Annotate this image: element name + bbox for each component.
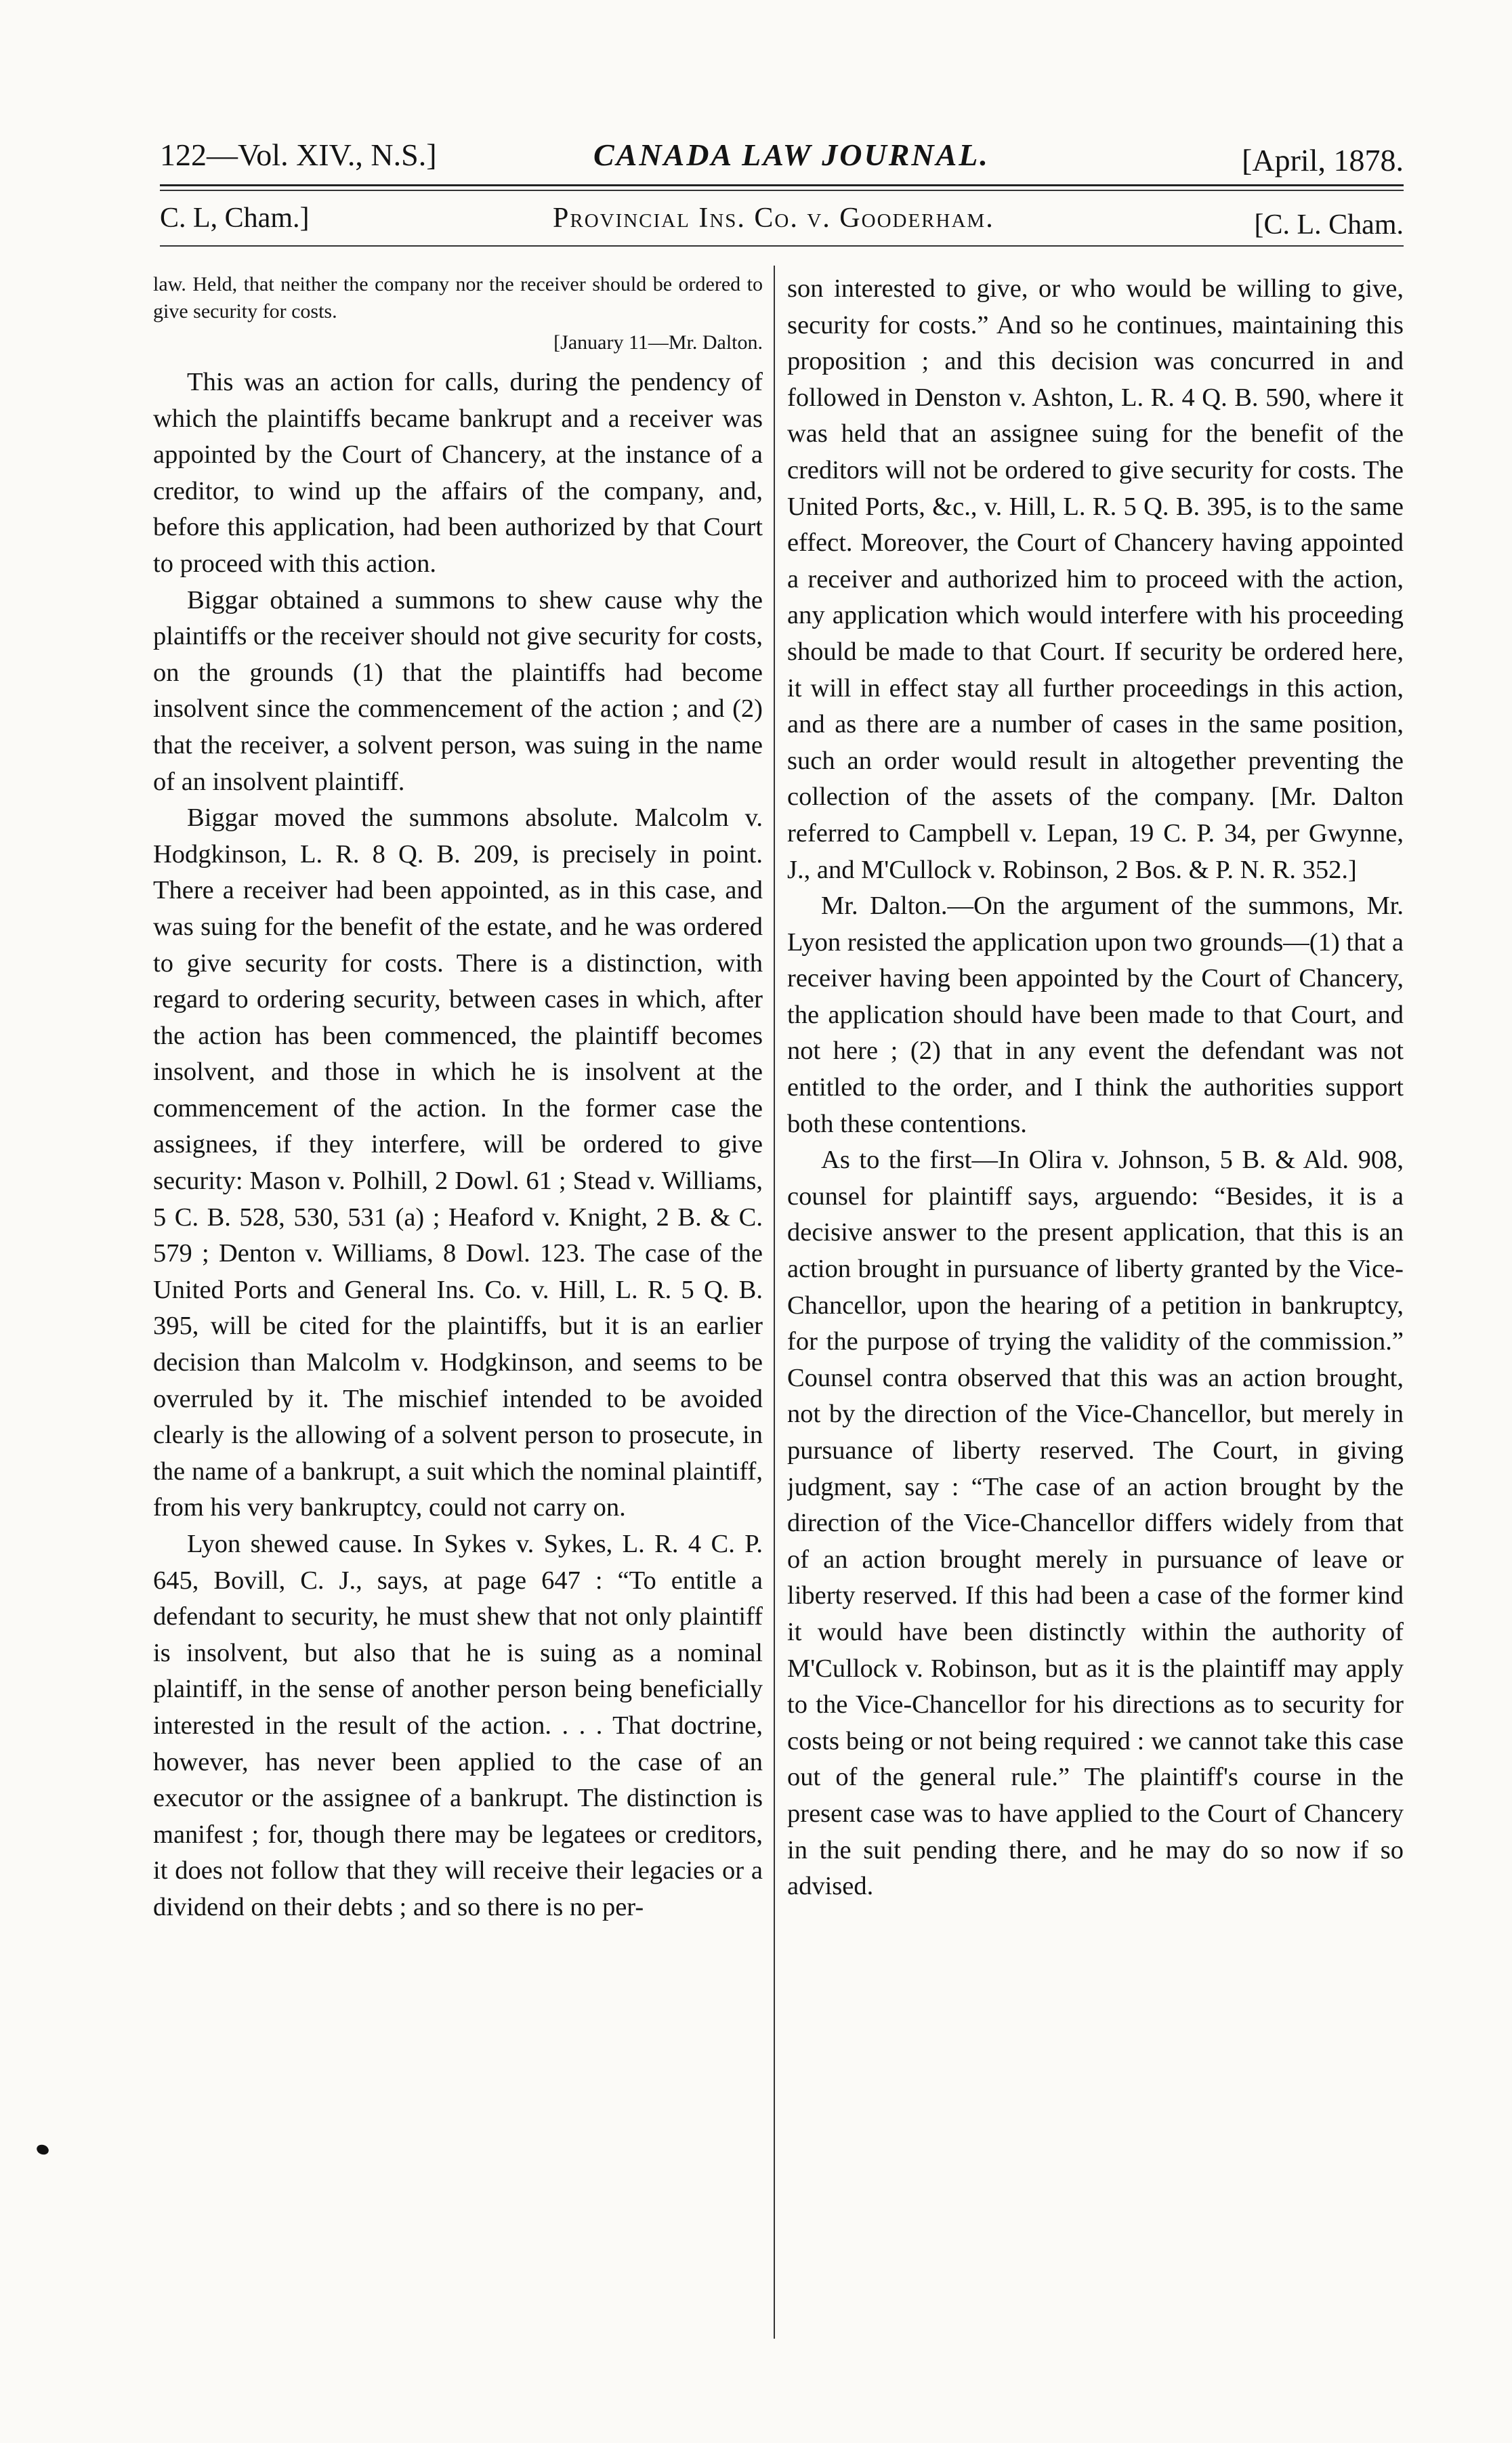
dateline: [January 11—Mr. Dalton. [553,331,763,354]
running-header [160,135,1404,183]
paragraph: As to the first—In Olira v. Johnson, 5 B. & Ald. 908, counsel for plaintiff says, arguendo: “Besides, it is a decisive answer to the present application, that this is an action brought in pursuance of liberty granted by the Vice-Chancellor, upon the hearing of a petition in bankruptcy, for the purpose of trying the validity of the commission.” Counsel contra observed that this was an action brought, not by the direction of the Vice-Chancellor, but merely in pursuance of liberty reserved. The Court, in giving judgment, say : “The case of an action brought by the direction of the Vice-Chancellor differs widely from that of an action brought merely in pursuance of leave or liberty reserved. If this had been a case of the former kind it would have been distinctly within the authority of M'Cullock v. Robinson, but as it is the plaintiff may apply to the Vice-Chancellor for his directions as to security for costs being or not being required : we cannot take this case out of the general rule.” The plaintiff's course in the present case was to have applied to the Court of Chancery in the suit pending there, and he may do so now if so advised. [787,1146,1404,1901]
column-divider [774,266,775,2339]
header-rule-bottom [160,190,1404,191]
paragraph: Biggar obtained a summons to shew cause why the plaintiffs or the receiver should not give security for costs, on the grounds (1) that the plaintiffs had become insolvent since the commencement of the action ; and (2) that the receiver, a solvent person, was suing in the name of an insolvent plaintiff. [153,585,763,796]
paragraph: son interested to give, or who would be willing to give, security for costs.” And so he continues, maintaining this proposition ; and this decision was concurred in and followed in Denston v. Ashton, L. R. 4 Q. B. 590, where it was held that an assignee suing for the benefit of the creditors will not be ordered to give security for costs. The United Ports, &c., v. Hill, L. R. 5 Q. B. 395, is to the same effect. Moreover, the Court of Chancery having appointed a receiver and authorized him to proceed with the action, any application which would interfere with his proceeding should be made to that Court. If security be ordered here, it will in effect stay all further proceedings in this action, and as there are a number of cases in the same position, such an order would result in altogether preventing the collection of the assets of the company. [Mr. Dalton referred to Campbell v. Lepan, 19 C. P. 34, per Gwynne, J., and M'Cullock v. Robinson, 2 Bos. & P. N. R. 352.] [787,274,1404,884]
case-title: Provincial Ins. Co. v. Gooderham. [553,203,994,234]
journal-title: CANADA LAW JOURNAL. [593,138,990,172]
case-header [160,199,1404,241]
paragraph: Mr. Dalton.—On the argument of the summons, Mr. Lyon resisted the application upon two grounds—(1) that a receiver having been appointed by the Court of Chancery, the application should have been made to that Court, and not here ; (2) that in any event the defendant was not entitled to the order, and I think the authorities support both these contentions. [787,892,1404,1138]
paragraph: This was an action for calls, during the pendency of which the plaintiffs became bankrupt and a receiver was appointed by the Court of Chancery, at the instance of a creditor, to wind up the affairs of the company, and, before this application, had been authorized by that Court to proceed with this action. [153,368,763,578]
paragraph: Biggar moved the summons absolute. Malcolm v. Hodgkinson, L. R. 8 Q. B. 209, is precisely in point. There a receiver had been appointed, as in this case, and was suing for the benefit of the estate, and he was ordered to give security for costs. There is a distinction, with regard to ordering security, between cases in which, after the action has been commenced, the plaintiff becomes insolvent, and those in which he is insolvent at the commencement of the action. In the former case the assignees, if they interfere, will be ordered to give security: Mason v. Polhill, 2 Dowl. 61 ; Stead v. Williams, 5 C. B. 528, 530, 531 (a) ; Heaford v. Knight, 2 B. & C. 579 ; Denton v. Williams, 8 Dowl. 123. The case of the United Ports and General Ins. Co. v. Hill, L. R. 5 Q. B. 395, will be cited for the plaintiffs, but it is an earlier decision than Malcolm v. Hodgkinson, and seems to be overruled by it. The mischief intended to be avoided clearly is the allowing of a solvent person to prosecute, in the name of a bankrupt, a suit which the nominal plaintiff, from his very bankruptcy, could not carry on. [153,803,763,1522]
left-column [153,271,763,2317]
ink-blot-mark [35,2143,50,2156]
case-header-rule [160,245,1404,247]
paragraph: Lyon shewed cause. In Sykes v. Sykes, L. R. 4 C. P. 645, Bovill, C. J., says, at page 647 : “To entitle a defendant to security, he must shew that not only plaintiff is insolvent, but also that he is suing as a nominal plaintiff, in the sense of another person being beneficially interested in the result of the action. . . . That doctrine, however, has never been applied to the case of an executor or the assignee of a bankrupt. The distinction is manifest ; for, though there may be legatees or creditors, it does not follow that they will receive their legacies or a dividend on their debts ; and so there is no per- [153,1530,763,1921]
issue-date: [April, 1878. [1242,143,1404,178]
page-volume: 122—Vol. XIV., N.S.] [160,138,437,172]
court-right: [C. L. Cham. [1254,209,1404,241]
court-left: C. L, Cham.] [160,203,310,234]
header-rule-top [160,184,1404,186]
headnote: law. Held, that neither the company nor the receiver should be ordered to give security for costs. [153,273,763,322]
right-column [787,271,1404,2317]
